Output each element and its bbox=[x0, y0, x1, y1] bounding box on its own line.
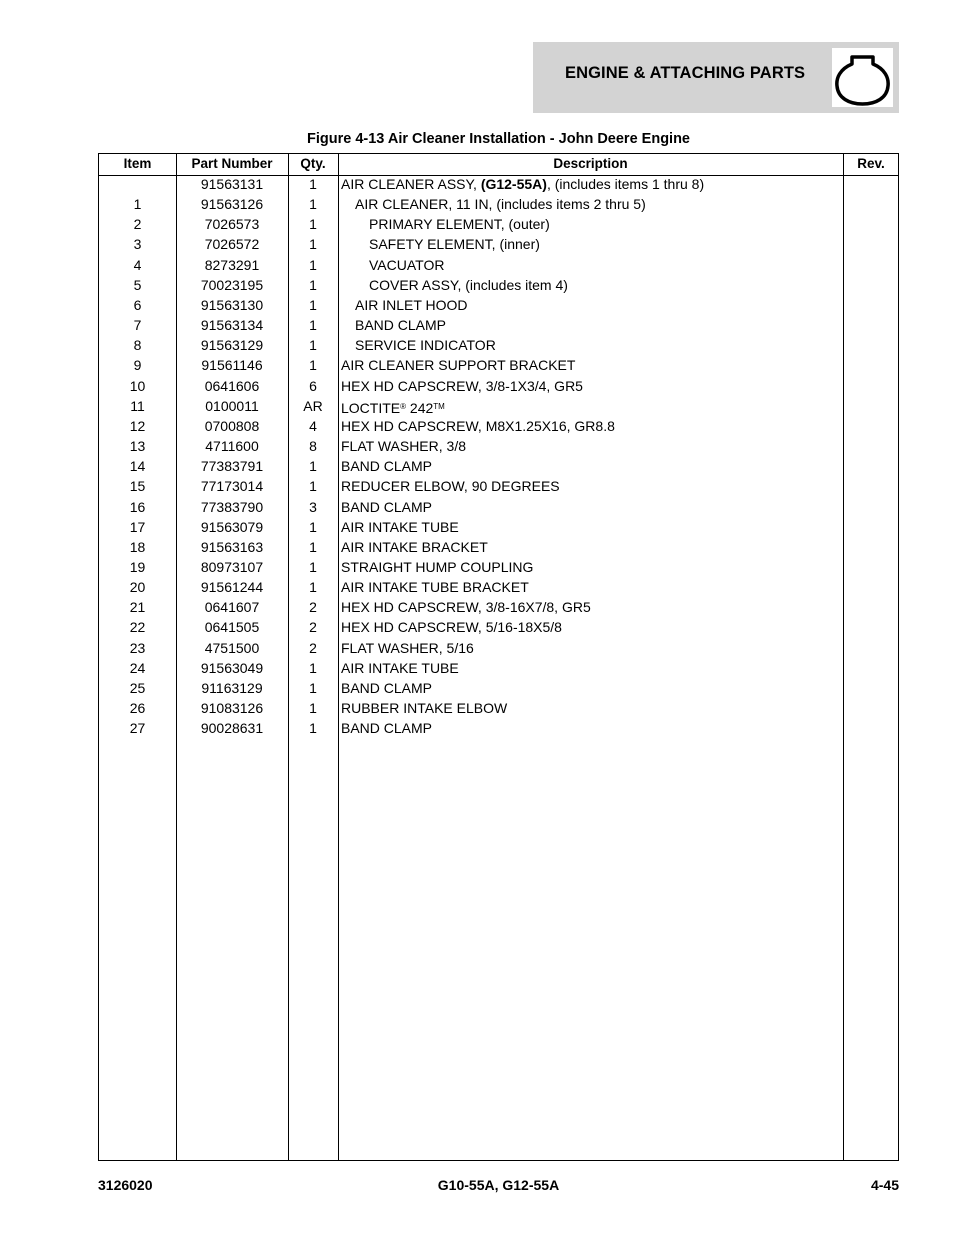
description bbox=[341, 499, 432, 516]
item-number: 5 bbox=[133, 276, 142, 293]
quantity: 2 bbox=[309, 639, 317, 656]
table-row bbox=[99, 257, 898, 277]
item-number: 2 bbox=[133, 216, 142, 233]
description bbox=[341, 559, 533, 576]
table-row bbox=[99, 176, 898, 196]
part-number: 77383791 bbox=[200, 458, 264, 475]
description bbox=[341, 579, 529, 596]
part-number: 91083126 bbox=[200, 700, 264, 717]
part-number: 91563079 bbox=[200, 518, 264, 535]
description-text: BAND CLAMP bbox=[341, 458, 433, 475]
part-number: 91563134 bbox=[200, 317, 264, 334]
part-number: 91563130 bbox=[200, 296, 264, 313]
description-text: HEX HD CAPSCREW, M8X1.25X16, GR8.8 bbox=[341, 417, 615, 434]
item-number: 8 bbox=[133, 337, 142, 354]
item-number: 11 bbox=[130, 397, 145, 414]
quantity: AR bbox=[303, 397, 323, 414]
description bbox=[341, 680, 432, 697]
description bbox=[341, 176, 704, 193]
parts-table bbox=[98, 153, 899, 1161]
description bbox=[341, 619, 562, 636]
item-number: 14 bbox=[129, 458, 146, 475]
description bbox=[355, 317, 446, 334]
description bbox=[341, 539, 488, 556]
part-number: 7026572 bbox=[204, 236, 260, 253]
description-text: BAND CLAMP bbox=[341, 679, 433, 696]
description bbox=[369, 216, 550, 233]
item-number: 20 bbox=[129, 579, 146, 596]
item-number: 10 bbox=[129, 377, 146, 394]
quantity: 1 bbox=[309, 700, 317, 717]
quantity: 1 bbox=[309, 458, 317, 475]
model-numbers: G10-55A, G12-55A bbox=[437, 1177, 560, 1193]
description bbox=[341, 357, 575, 374]
table-row bbox=[99, 458, 898, 478]
quantity: 1 bbox=[309, 256, 317, 273]
description bbox=[341, 458, 432, 475]
item-number: 1 bbox=[133, 196, 142, 213]
parts-rows bbox=[99, 176, 898, 740]
item-number: 4 bbox=[133, 256, 142, 273]
description bbox=[341, 378, 583, 395]
section-header-tab bbox=[533, 42, 899, 113]
description-text: AIR INLET HOOD bbox=[355, 296, 468, 313]
description-text: VACUATOR bbox=[369, 256, 445, 273]
description bbox=[341, 398, 445, 417]
item-number: 12 bbox=[129, 417, 146, 434]
description bbox=[341, 438, 466, 455]
description bbox=[341, 519, 459, 536]
part-number: 0100011 bbox=[205, 397, 259, 414]
description-text: , (includes items 1 thru 8) bbox=[546, 176, 705, 192]
item-number: 17 bbox=[129, 518, 146, 535]
table-row bbox=[99, 196, 898, 216]
table-row bbox=[99, 519, 898, 539]
item-number: 24 bbox=[129, 659, 146, 676]
column-header-description: Description bbox=[553, 156, 628, 171]
quantity: 1 bbox=[309, 558, 317, 575]
table-row bbox=[99, 297, 898, 317]
description-text: BAND CLAMP bbox=[341, 498, 433, 515]
description bbox=[369, 236, 540, 253]
description-text: HEX HD CAPSCREW, 3/8-16X7/8, GR5 bbox=[341, 599, 591, 616]
description-text: PRIMARY ELEMENT, (outer) bbox=[369, 216, 550, 233]
quantity: 1 bbox=[309, 518, 317, 535]
part-number: 91163129 bbox=[201, 679, 263, 696]
part-number: 0641607 bbox=[204, 599, 260, 616]
table-row bbox=[99, 499, 898, 519]
item-number: 13 bbox=[129, 438, 146, 455]
part-number: 91563129 bbox=[200, 337, 264, 354]
item-number: 15 bbox=[129, 478, 146, 495]
description-text: FLAT WASHER, 3/8 bbox=[341, 438, 466, 455]
table-row bbox=[99, 539, 898, 559]
table-row bbox=[99, 418, 898, 438]
table-row bbox=[99, 378, 898, 398]
description bbox=[355, 196, 646, 213]
quantity: 2 bbox=[309, 619, 317, 636]
description-text: AIR INTAKE BRACKET bbox=[341, 538, 488, 555]
description bbox=[341, 478, 560, 495]
quantity: 1 bbox=[309, 679, 317, 696]
engine-icon bbox=[832, 48, 893, 107]
table-row bbox=[99, 277, 898, 297]
quantity: 3 bbox=[309, 498, 317, 515]
table-row bbox=[99, 559, 898, 579]
table-row bbox=[99, 478, 898, 498]
item-number: 9 bbox=[133, 357, 142, 374]
part-number: 77173014 bbox=[200, 478, 264, 495]
part-number: 8273291 bbox=[204, 256, 260, 273]
trademark-mark: TM bbox=[433, 401, 445, 411]
quantity: 1 bbox=[309, 296, 317, 313]
part-number: 80973107 bbox=[200, 558, 264, 575]
table-row bbox=[99, 236, 898, 256]
table-row bbox=[99, 660, 898, 680]
quantity: 1 bbox=[309, 236, 317, 253]
description-text: AIR INTAKE TUBE bbox=[341, 518, 459, 535]
quantity: 1 bbox=[309, 176, 317, 192]
quantity: 4 bbox=[309, 417, 317, 434]
item-number: 16 bbox=[129, 498, 146, 515]
part-number: 91563163 bbox=[200, 538, 264, 555]
description-text: FLAT WASHER, 5/16 bbox=[341, 639, 474, 656]
table-row bbox=[99, 438, 898, 458]
description-text: COVER ASSY, (includes item 4) bbox=[369, 276, 568, 293]
table-row bbox=[99, 398, 898, 418]
table-row bbox=[99, 337, 898, 357]
table-row bbox=[99, 579, 898, 599]
figure-title: Figure 4-13 Air Cleaner Installation - John Deere Engine bbox=[307, 131, 690, 147]
table-row bbox=[99, 720, 898, 740]
description-text: LOCTITE bbox=[341, 399, 401, 416]
table-row bbox=[99, 357, 898, 377]
item-number: 27 bbox=[129, 720, 146, 737]
table-row bbox=[99, 700, 898, 720]
description-text: STRAIGHT HUMP COUPLING bbox=[341, 558, 534, 575]
description-text: AIR INTAKE TUBE bbox=[341, 659, 459, 676]
column-header-qty: Qty. bbox=[300, 156, 326, 171]
description bbox=[341, 418, 615, 435]
description-text: AIR CLEANER ASSY, bbox=[341, 176, 481, 192]
part-number: 91563131 bbox=[200, 176, 264, 192]
item-number: 6 bbox=[133, 296, 142, 313]
quantity: 6 bbox=[309, 377, 317, 394]
description bbox=[341, 660, 459, 677]
column-header-rev: Rev. bbox=[857, 156, 885, 171]
quantity: 1 bbox=[309, 478, 317, 495]
quantity: 1 bbox=[309, 357, 317, 374]
description-text: RUBBER INTAKE ELBOW bbox=[341, 700, 508, 717]
part-number: 4751500 bbox=[204, 639, 260, 656]
description-text: SERVICE INDICATOR bbox=[355, 337, 496, 354]
column-header-part-number: Part Number bbox=[191, 156, 273, 171]
table-row bbox=[99, 317, 898, 337]
part-number: 0641505 bbox=[204, 619, 260, 636]
part-number: 70023195 bbox=[200, 276, 264, 293]
item-number: 26 bbox=[129, 700, 146, 717]
quantity: 8 bbox=[309, 438, 317, 455]
part-number: 91563126 bbox=[200, 196, 264, 213]
description-text: BAND CLAMP bbox=[355, 317, 447, 334]
description-text: REDUCER ELBOW, 90 DEGREES bbox=[341, 478, 560, 495]
quantity: 2 bbox=[309, 599, 317, 616]
description-text: 242 bbox=[406, 399, 434, 416]
description bbox=[341, 720, 432, 737]
description-text: AIR INTAKE TUBE BRACKET bbox=[341, 579, 529, 596]
quantity: 1 bbox=[309, 659, 317, 676]
part-number: 0700808 bbox=[204, 417, 260, 434]
item-number: 22 bbox=[129, 619, 146, 636]
description-text: SAFETY ELEMENT, (inner) bbox=[369, 236, 540, 253]
description bbox=[369, 277, 568, 294]
description-text: BAND CLAMP bbox=[341, 720, 433, 737]
quantity: 1 bbox=[309, 216, 317, 233]
description bbox=[355, 297, 468, 314]
column-header-item: Item bbox=[123, 156, 152, 171]
part-number: 90028631 bbox=[200, 720, 264, 737]
part-number: 91561146 bbox=[201, 357, 263, 374]
part-number: 7026573 bbox=[204, 216, 260, 233]
quantity: 1 bbox=[309, 196, 317, 213]
section-title: ENGINE & ATTACHING PARTS bbox=[565, 64, 806, 82]
item-number: 3 bbox=[133, 236, 142, 253]
description bbox=[369, 257, 444, 274]
item-number: 18 bbox=[129, 538, 146, 555]
table-row bbox=[99, 599, 898, 619]
description-text: HEX HD CAPSCREW, 5/16-18X5/8 bbox=[341, 619, 562, 636]
table-row bbox=[99, 640, 898, 660]
description bbox=[341, 599, 591, 616]
page-number: 4-45 bbox=[870, 1177, 899, 1193]
registered-mark: ® bbox=[400, 401, 407, 411]
table-row bbox=[99, 216, 898, 236]
item-number: 19 bbox=[129, 558, 146, 575]
part-number: 91563049 bbox=[200, 659, 264, 676]
quantity: 1 bbox=[309, 538, 317, 555]
table-row bbox=[99, 619, 898, 639]
quantity: 1 bbox=[309, 579, 317, 596]
description-text: AIR CLEANER SUPPORT BRACKET bbox=[341, 357, 576, 374]
item-number: 7 bbox=[133, 317, 142, 334]
description-text: HEX HD CAPSCREW, 3/8-1X3/4, GR5 bbox=[341, 377, 583, 394]
quantity: 1 bbox=[309, 317, 317, 334]
description bbox=[341, 700, 507, 717]
part-number: 0641606 bbox=[204, 377, 260, 394]
quantity: 1 bbox=[309, 337, 317, 354]
description bbox=[341, 640, 474, 657]
description-model: (G12-55A) bbox=[480, 176, 547, 192]
part-number: 77383790 bbox=[200, 498, 264, 515]
description bbox=[355, 337, 496, 354]
document-number: 3126020 bbox=[98, 1177, 153, 1193]
part-number: 4711600 bbox=[205, 438, 259, 455]
quantity: 1 bbox=[309, 720, 317, 737]
table-row bbox=[99, 680, 898, 700]
item-number: 21 bbox=[129, 599, 146, 616]
part-number: 91561244 bbox=[200, 579, 264, 596]
quantity: 1 bbox=[309, 276, 317, 293]
item-number: 23 bbox=[129, 639, 146, 656]
description-text: AIR CLEANER, 11 IN, (includes items 2 thru 5) bbox=[355, 196, 646, 213]
item-number: 25 bbox=[129, 679, 146, 696]
